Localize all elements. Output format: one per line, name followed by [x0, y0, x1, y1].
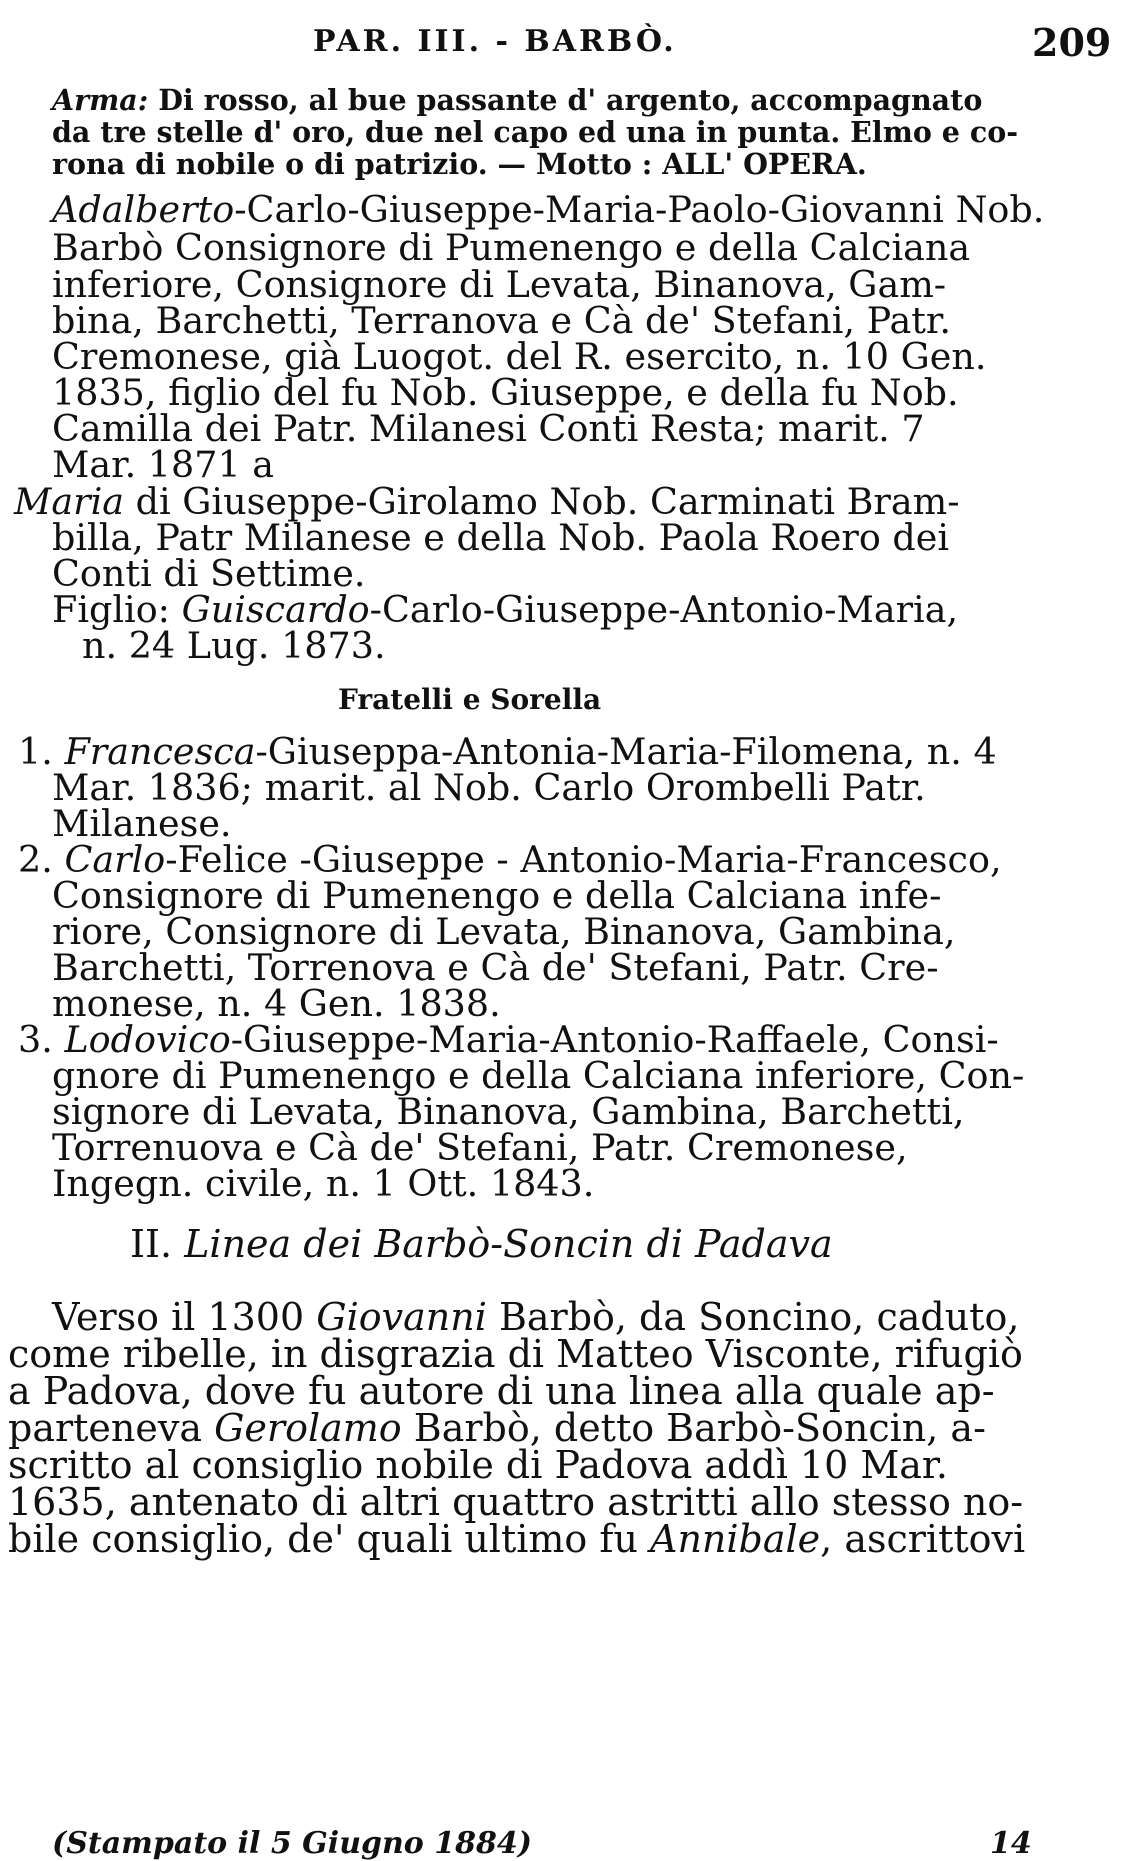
entry-line — [52, 188, 1044, 231]
paragraph-text: scritto al consiglio nobile di Padova addì 10 Mar. — [8, 1443, 948, 1487]
sibling-name: Francesca — [64, 730, 256, 773]
sibling-name: Lodovico — [64, 1018, 231, 1061]
paragraph-text: Barbò, da Soncino, caduto, — [486, 1295, 1020, 1339]
entry-name: Adalberto — [52, 188, 235, 231]
sibling-number: 1. — [18, 730, 53, 773]
page-number: 209 — [1032, 20, 1112, 65]
signature-mark: 14 — [990, 1826, 1032, 1861]
entry-line: Barbò Consignore di Pumenengo e della Calciana — [52, 226, 971, 269]
spouse-line: Conti di Settime. — [52, 552, 366, 595]
sibling-line: monese, n. 4 Gen. 1838. — [52, 982, 501, 1025]
sibling-line: Torrenuova e Cà de' Stefani, Patr. Cremonese, — [52, 1126, 908, 1169]
spouse-text: di Giuseppe-Girolamo Nob. Carminati Bram- — [124, 480, 960, 523]
entry-line: Camilla dei Patr. Milanesi Conti Resta; marit. 7 — [52, 407, 925, 450]
paragraph-text: parteneva — [8, 1406, 215, 1450]
print-imprint: (Stampato il 5 Giugno 1884) — [52, 1826, 532, 1861]
paragraph-name: Giovanni — [316, 1295, 487, 1339]
sibling-line: Mar. 1836; marit. al Nob. Carlo Orombelli Patr. — [52, 766, 926, 809]
spouse-name: Maria — [14, 480, 125, 523]
section-heading — [130, 1222, 833, 1266]
paragraph-text: Barbò, detto Barbò-Soncin, a- — [401, 1406, 986, 1450]
entry-line: 1835, figlio del fu Nob. Giuseppe, e della fu Nob. — [52, 371, 959, 414]
sibling-line: signore di Levata, Binanova, Gambina, Barchetti, — [52, 1090, 965, 1133]
sibling-line: gnore di Pumenengo e della Calciana inferiore, Con- — [52, 1054, 1025, 1097]
sibling-number: 2. — [18, 838, 53, 881]
sibling-text: -Giuseppa-Antonia-Maria-Filomena, n. 4 — [255, 730, 997, 773]
sibling-line: Barchetti, Torrenova e Cà de' Stefani, Patr. Cre- — [52, 946, 939, 989]
sibling-text: -Giuseppe-Maria-Antonio-Raffaele, Consi- — [230, 1018, 999, 1061]
paragraph-text: bile consiglio, de' quali ultimo fu — [8, 1517, 650, 1561]
son-line: n. 24 Lug. 1873. — [82, 624, 386, 667]
son-prefix: Figlio: — [52, 588, 182, 631]
sibling-number: 3. — [18, 1018, 53, 1061]
section-numeral: II. — [130, 1222, 173, 1266]
son-name: Guiscardo — [181, 588, 370, 631]
arma-line — [52, 83, 982, 117]
entry-line: Cremonese, già Luogot. del R. esercito, n. 10 Gen. — [52, 335, 987, 378]
son-text: -Carlo-Giuseppe-Antonio-Maria, — [369, 588, 959, 631]
paragraph-line — [8, 1517, 1025, 1561]
sibling-text: -Felice -Giuseppe - Antonio-Maria-Francesco, — [165, 838, 1002, 881]
sibling-name: Carlo — [64, 838, 166, 881]
sibling-line: Ingegn. civile, n. 1 Ott. 1843. — [52, 1162, 595, 1205]
arma-text: Di rosso, al bue passante d' argento, accompagnato — [148, 83, 983, 117]
paragraph-text: come ribelle, in disgrazia di Matteo Visconte, rifugiò — [8, 1332, 1023, 1376]
entry-line: Mar. 1871 a — [52, 443, 275, 486]
arma-line: da tre stelle d' oro, due nel capo ed una in punta. Elmo e co- — [52, 115, 1019, 149]
sibling-line: riore, Consignore di Levata, Binanova, Gambina, — [52, 910, 956, 953]
siblings-heading: Fratelli e Sorella — [338, 683, 602, 716]
entry-text: -Carlo-Giuseppe-Maria-Paolo-Giovanni Nob. — [234, 188, 1045, 231]
arma-label: Arma: — [52, 83, 149, 117]
entry-line: inferiore, Consignore di Levata, Binanova, Gam- — [52, 263, 947, 306]
running-title: PAR. III. - BARBÒ. — [313, 24, 677, 59]
paragraph-name: Annibale — [650, 1517, 821, 1561]
sibling-line: Milanese. — [52, 802, 232, 845]
section-title: Linea dei Barbò-Soncin di Padava — [172, 1222, 833, 1266]
entry-line: bina, Barchetti, Terranova e Cà de' Stefani, Patr. — [52, 299, 951, 342]
paragraph-name: Gerolamo — [214, 1406, 402, 1450]
paragraph-text: 1635, antenato di altri quattro astritti allo stesso no- — [8, 1480, 1024, 1524]
arma-line: rona di nobile o di patrizio. — Motto : ALL' OPERA. — [52, 147, 867, 181]
paragraph-text: , ascrittovi — [820, 1517, 1026, 1561]
paragraph-text: a Padova, dove fu autore di una linea alla quale ap- — [8, 1369, 995, 1413]
spouse-line: billa, Patr Milanese e della Nob. Paola Roero dei — [52, 516, 950, 559]
sibling-line: Consignore di Pumenengo e della Calciana infe- — [52, 874, 942, 917]
paragraph-text: Verso il 1300 — [52, 1295, 317, 1339]
